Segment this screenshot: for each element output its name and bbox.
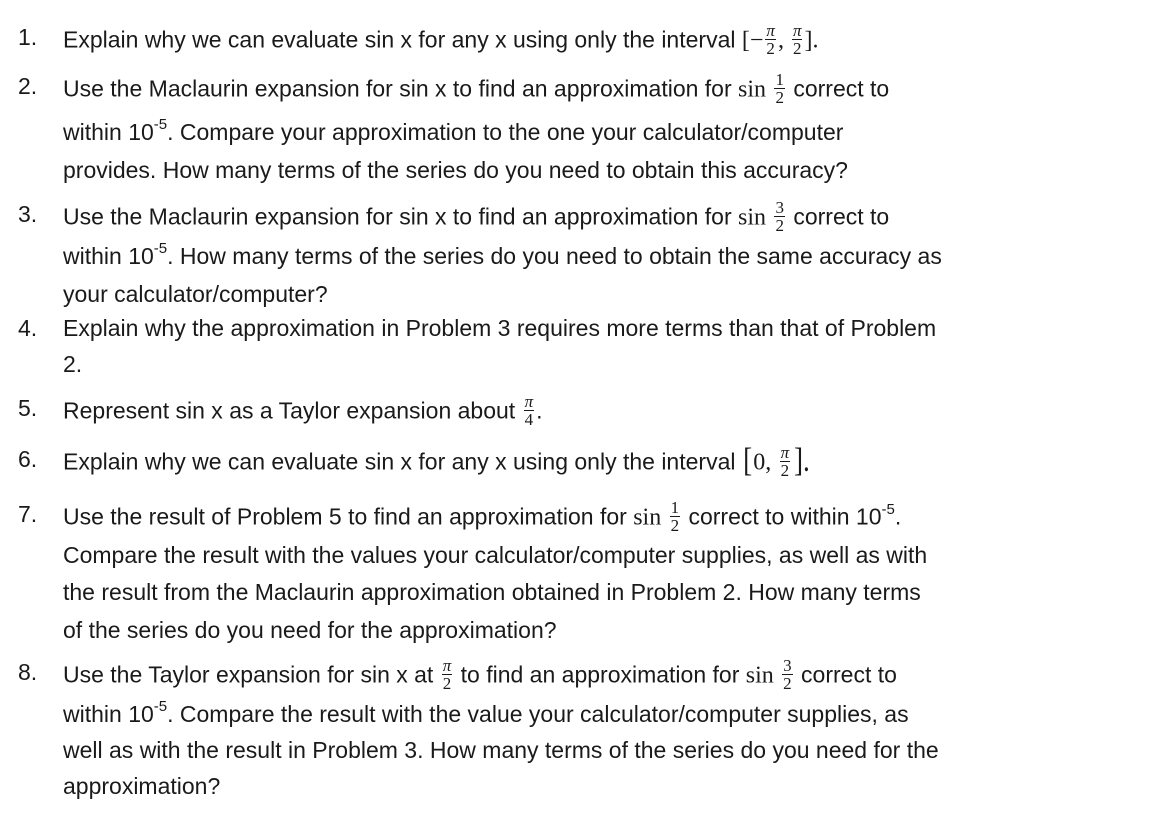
fraction-numerator: 3 — [775, 198, 784, 217]
fraction-denominator: 2 — [670, 516, 680, 535]
exponent: -5 — [881, 500, 895, 518]
fraction-denominator: 2 — [775, 88, 784, 107]
minus-sign: − — [749, 27, 764, 54]
fraction-denominator: 4 — [524, 410, 534, 429]
problem-text-line — [63, 656, 897, 694]
fraction-denominator: 2 — [792, 39, 802, 58]
fraction — [792, 22, 803, 57]
problem-text-line: well as with the result in Problem 3. How many terms of the series do you need for the — [63, 737, 939, 763]
bracket-close: ]. — [794, 441, 810, 479]
text: correct to — [786, 203, 890, 230]
problem-text-line: of the series do you need for the approximation? — [63, 617, 557, 643]
problem-number: 8. — [18, 659, 38, 685]
fraction-numerator: 1 — [775, 70, 784, 89]
problem-text-line — [63, 498, 902, 536]
fraction-numerator: π — [442, 656, 452, 675]
problem-text-line — [63, 70, 890, 108]
text: . — [536, 397, 543, 424]
text: Use the Maclaurin expansion for sin x to find an approximation for — [63, 203, 739, 230]
problem-text-line: your calculator/computer? — [63, 281, 328, 307]
problem-number: 5. — [18, 395, 38, 421]
sin-function: sin — [738, 76, 767, 103]
fraction — [524, 393, 535, 428]
problem-text-line — [63, 116, 844, 145]
text: correct to — [794, 661, 897, 688]
fraction-denominator: 2 — [775, 216, 784, 235]
text: . How many terms of the series do you need to obtain the same accuracy as — [167, 243, 942, 269]
problem-text-line: Compare the result with the values your calculator/computer supplies, as well as with — [63, 542, 928, 568]
problem-number: 7. — [18, 501, 38, 527]
problem-text-line: the result from the Maclaurin approximation obtained in Problem 2. How many terms — [63, 579, 921, 605]
exponent: -5 — [153, 240, 168, 258]
fraction-denominator: 2 — [783, 674, 792, 693]
text: Represent sin x as a Taylor expansion about — [63, 397, 522, 424]
fraction-numerator: π — [766, 21, 775, 40]
exponent: -5 — [153, 698, 168, 716]
text: . Compare your approximation to the one your calculator/computer — [167, 119, 844, 145]
fraction — [765, 22, 776, 57]
text: within 10 — [63, 119, 154, 145]
fraction-denominator: 2 — [766, 39, 775, 58]
problem-text-line — [63, 441, 812, 481]
fraction-numerator: 3 — [783, 656, 792, 675]
bracket-open: [ — [741, 27, 750, 54]
problem-text-line — [63, 698, 909, 727]
bracket-close: ]. — [804, 27, 819, 54]
problem-number: 2. — [18, 73, 38, 99]
fraction-numerator: π — [524, 392, 534, 411]
fraction-numerator: π — [792, 21, 802, 40]
problem-text-line — [63, 392, 543, 430]
problem-text-line: approximation? — [63, 773, 221, 799]
text: Use the Taylor expansion for sin x at — [63, 661, 440, 688]
comma: , — [777, 27, 790, 54]
problem-number: 6. — [18, 446, 38, 472]
fraction — [670, 499, 681, 534]
fraction — [782, 657, 793, 692]
sin-function: sin — [633, 504, 662, 531]
text: correct to within 10 — [682, 503, 882, 530]
fraction-denominator: 2 — [780, 461, 790, 480]
problem-text-line: provides. How many terms of the series do you need to obtain this accuracy? — [63, 157, 848, 183]
text: Use the result of Problem 5 to find an approximation for — [63, 503, 634, 530]
fraction — [774, 199, 785, 234]
text: correct to — [786, 75, 890, 102]
sin-function: sin — [745, 662, 774, 689]
text: . Compare the result with the value your calculator/computer supplies, as — [167, 701, 909, 727]
text: within 10 — [63, 243, 154, 269]
bracket-open: [ — [742, 441, 753, 479]
text: . — [894, 503, 902, 530]
text: within 10 — [63, 701, 154, 727]
interval-start: 0, — [753, 449, 772, 476]
fraction-numerator: 1 — [670, 498, 680, 517]
problem-number: 3. — [18, 201, 38, 227]
text: Explain why we can evaluate sin x for any x using only the interval — [63, 26, 742, 53]
problem-number: 1. — [18, 24, 38, 50]
text: to find an approximation for — [454, 661, 746, 688]
fraction-numerator: π — [780, 443, 790, 462]
fraction-denominator: 2 — [442, 674, 452, 693]
exponent: -5 — [153, 116, 168, 134]
fraction — [780, 444, 791, 479]
sin-function: sin — [738, 204, 767, 231]
problem-text-line — [63, 198, 890, 236]
problem-text-line: Explain why the approximation in Problem 3 requires more terms than that of Problem — [63, 315, 937, 341]
problem-text-line — [63, 240, 942, 269]
problem-number: 4. — [18, 315, 38, 341]
text: Use the Maclaurin expansion for sin x to find an approximation for — [63, 75, 739, 102]
fraction — [774, 71, 785, 106]
problem-text-line: 2. — [63, 351, 83, 377]
fraction — [442, 657, 453, 692]
text: Explain why we can evaluate sin x for any x using only the interval — [63, 448, 742, 475]
problem-text-line — [63, 21, 819, 59]
